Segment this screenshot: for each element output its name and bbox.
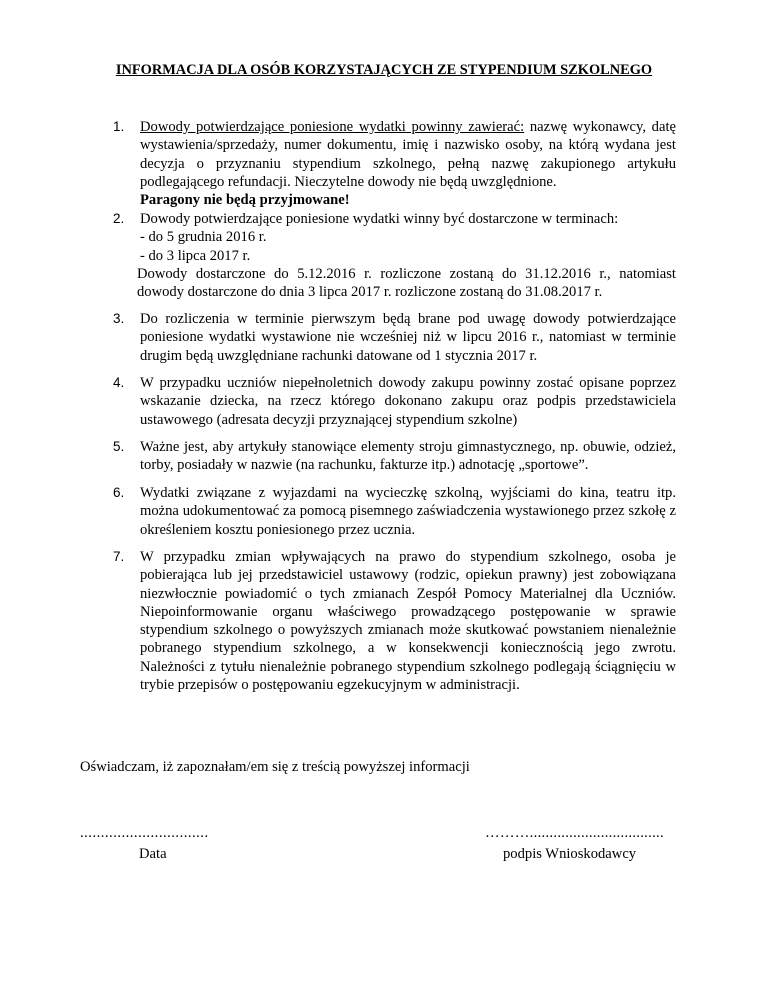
item-tail-text: Dowody dostarczone do 5.12.2016 r. rozliczone zostaną do 31.12.2016 r., natomiast dowody dostarczone do dnia 3 lipca 2017 r. rozliczone zostaną do 31.08.2017 r. — [137, 265, 676, 301]
item-bold-note: Paragony nie będą przyjmowane! — [140, 192, 350, 209]
item-underlined-lead: Dowody potwierdzające poniesione wydatki powinny zawierać: — [140, 119, 525, 135]
item-content: W przypadku zmian wpływających na prawo do stypendium szkolnego, osoba je pobierająca lub jej przedstawiciel ustawowy (rodzic, opiekun prawny) jest zobowiązana niezwłocznie powiadomić o tych zmianach Zespół Pomocy Materialnej dla Uczniów. Niepoinformowanie organu właściwego prowadzącego postępowanie w sprawie stypendium szkolnego o powyższych zmianach może skutkować powstaniem nienależnie pobranego stypendium szkolnego, a w konsekwencji koniecznością jego zwrotu. Należności z tytułu nienależnie pobranego stypendium szkolnego podlegają ściągnięciu w trybie przepisów o postępowaniu egzekucyjnym w administracji. — [140, 549, 676, 694]
item-number: 7. — [113, 549, 125, 564]
item-text: Dowody potwierdzające poniesione wydatki winny być dostarczone w terminach: — [140, 211, 619, 227]
item-deadline-2: - do 3 lipca 2017 r. — [140, 247, 251, 264]
item-number: 3. — [113, 311, 125, 326]
list-item-4 — [113, 374, 676, 429]
item-number: 1. — [113, 119, 125, 134]
list-item-2 — [113, 210, 676, 301]
document-title: INFORMACJA DLA OSÓB KORZYSTAJĄCYCH ZE STYPENDIUM SZKOLNEGO — [115, 62, 653, 78]
list-item-5 — [113, 438, 676, 475]
item-number: 5. — [113, 439, 125, 454]
applicant-signature-line[interactable]: ……….................................. — [485, 825, 664, 841]
date-signature-line[interactable]: ............................... — [80, 825, 209, 841]
item-content: Ważne jest, aby artykuły stanowiące elementy stroju gimnastycznego, np. obuwie, odzież, torby, posiadały w nazwie (na rachunku, fakturze itp.) adnotację „sportowe”. — [140, 439, 676, 474]
item-text: nazwę wykonawcy, datę wystawienia/sprzedaży, numer dokumentu, imię i nazwisko osoby, na którą wydana jest decyzja o przyznaniu stypendium szkolnego, pełną nazwę zakupionego artykułu podlegającego refundacji. Nieczytelne dowody nie będą uwzględnione. — [140, 119, 676, 190]
list-item-3 — [113, 310, 676, 365]
item-content: Wydatki związane z wyjazdami na wycieczkę szkolną, wyjściami do kina, teatru itp. można udokumentować za pomocą pisemnego zaświadczenia wystawionego przez szkołę z określeniem kosztu poniesionego przez ucznia. — [140, 485, 676, 538]
list-item-7 — [113, 548, 676, 694]
list-item-1 — [113, 118, 676, 209]
item-number: 2. — [113, 211, 125, 226]
item-number: 6. — [113, 485, 125, 500]
item-content: Do rozliczenia w terminie pierwszym będą brane pod uwagę dowody potwierdzające poniesione wydatki wystawione nie wcześniej niż w lipcu 2016 r., natomiast w terminie drugim będą uwzględniane rachunki datowane od 1 stycznia 2017 r. — [140, 311, 676, 364]
applicant-signature-label: podpis Wnioskodawcy — [503, 846, 637, 862]
item-content — [137, 210, 676, 301]
item-content: W przypadku uczniów niepełnoletnich dowody zakupu powinny zostać opisane poprzez wskazanie dziecka, na rzecz którego dokonano zakupu oraz podpis przedstawiciela ustawowego (adresata decyzji przyznającej stypendium szkolne) — [140, 375, 676, 428]
declaration-statement: Oświadczam, iż zapoznałam/em się z treścią powyższej informacji — [80, 759, 470, 775]
item-deadline-1: - do 5 grudnia 2016 r. — [140, 229, 267, 246]
date-label: Data — [139, 846, 167, 862]
item-number: 4. — [113, 375, 125, 390]
item-content — [140, 118, 676, 209]
list-item-6 — [113, 484, 676, 539]
